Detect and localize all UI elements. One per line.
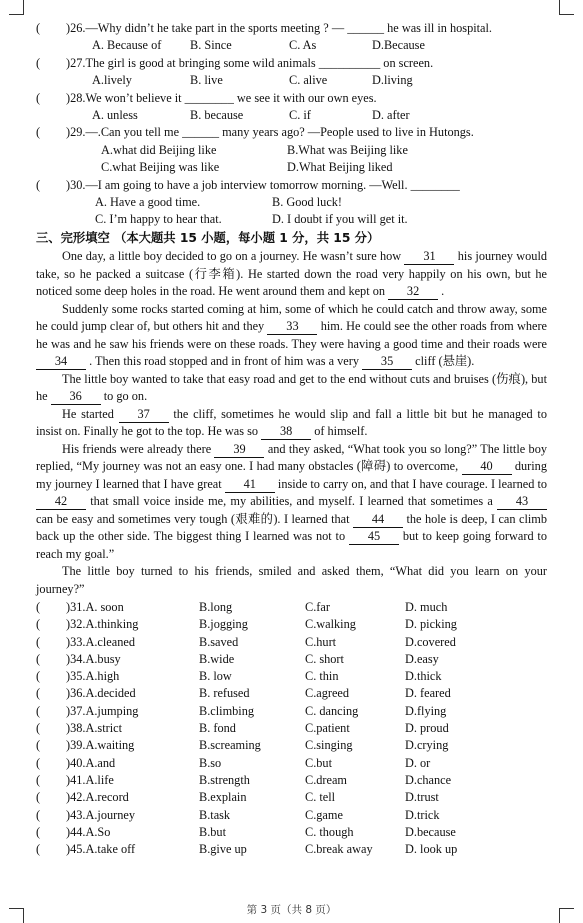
option-c[interactable]: C.hurt <box>305 634 337 649</box>
question-text: —.Can you tell me <box>85 125 183 140</box>
option-b[interactable]: B.screaming <box>199 738 261 753</box>
option-d[interactable]: D. or <box>405 755 431 770</box>
option-d[interactable]: D.What Beijing liked <box>287 160 393 175</box>
blank-42[interactable]: 42 <box>36 494 86 510</box>
option-d[interactable]: D.crying <box>405 738 449 753</box>
passage-text: He started <box>62 406 114 421</box>
blank-43[interactable]: 43 <box>497 494 547 510</box>
option-c[interactable]: C. dancing <box>305 703 359 718</box>
option-a[interactable]: A.lively <box>92 73 132 88</box>
question-text: —I am going to have a job interview tomorrow morning. —Well. <box>85 177 411 192</box>
blank-40[interactable]: 40 <box>462 459 512 475</box>
question-row <box>0 20 583 37</box>
option-a[interactable]: )45.A.take off <box>66 842 136 857</box>
option-d[interactable]: D.thick <box>405 669 442 684</box>
option-d[interactable]: D.flying <box>405 703 447 718</box>
option-c[interactable]: C. tell <box>305 790 336 805</box>
blank-36[interactable]: 36 <box>51 389 101 405</box>
answer-blank[interactable]: ________ <box>410 177 460 192</box>
blank-33[interactable]: 33 <box>267 319 317 335</box>
passage-text: him. He could see the other roads from where he was and he saw his friends were on these roads. They were having a good time and their roads were <box>36 319 548 351</box>
option-d[interactable]: D. proud <box>405 721 449 736</box>
option-b[interactable]: B. Since <box>190 38 232 53</box>
option-c[interactable]: C. if <box>289 107 311 122</box>
option-a[interactable]: )31.A. soon <box>66 600 124 614</box>
option-a[interactable]: )39.A.waiting <box>66 738 135 753</box>
option-d[interactable]: D.chance <box>405 772 452 787</box>
option-a[interactable]: )35.A.high <box>66 669 120 684</box>
cloze-option-row <box>0 720 583 737</box>
option-c[interactable]: C. As <box>289 38 317 53</box>
option-a[interactable]: A. Have a good time. <box>95 194 201 209</box>
cloze-option-row <box>0 616 583 633</box>
section-title: 三、完形填空 （本大题共 15 小题，每小题 1 分，共 15 分） <box>36 231 380 245</box>
question-row <box>0 177 583 194</box>
cloze-option-row <box>0 651 583 668</box>
question-text-tail: on screen. <box>380 55 434 70</box>
question-stem <box>66 55 433 72</box>
option-a[interactable]: A. Because of <box>92 38 162 53</box>
option-c[interactable]: C.break away <box>305 842 373 857</box>
cloze-option-row <box>0 737 583 754</box>
option-c[interactable]: C. thin <box>305 669 339 684</box>
option-d[interactable]: D.covered <box>405 634 456 649</box>
question-stem <box>66 20 492 37</box>
option-b[interactable]: B.task <box>199 807 231 822</box>
option-c[interactable]: C. I’m happy to hear that. <box>95 212 222 227</box>
options-row <box>0 159 583 176</box>
passage-text: the cliff, sometimes he would slip and fall a little bit but he managed to insist on. Finally he got to the top. He was so <box>36 406 547 438</box>
cloze-option-row <box>0 685 583 702</box>
options-row <box>0 72 583 89</box>
option-a[interactable]: A. unless <box>92 107 138 122</box>
answer-paren[interactable]: ( <box>36 824 41 839</box>
answer-paren[interactable]: ( <box>36 807 41 822</box>
cloze-option-row <box>0 668 583 685</box>
option-b[interactable]: B. low <box>199 669 232 684</box>
blank-32[interactable]: 32 <box>388 284 438 300</box>
page-footer: 第 3 页（共 8 页） <box>246 904 337 916</box>
option-b[interactable]: B. refused <box>199 686 250 701</box>
cloze-options <box>0 599 583 858</box>
option-c[interactable]: C. though <box>305 824 354 839</box>
option-c[interactable]: C.what Beijing was like <box>101 160 220 175</box>
option-a[interactable]: )44.A.So <box>66 824 111 839</box>
passage-text: the hole is deep, I can climb back up the other side. The biggest thing I learned was not to <box>36 511 547 543</box>
question-text-tail: he was ill in hospital. <box>384 21 493 35</box>
option-a[interactable]: )36.A.decided <box>66 686 136 701</box>
question-row <box>0 55 583 72</box>
option-d[interactable]: D. look up <box>405 842 458 857</box>
option-c[interactable]: C.far <box>305 600 330 614</box>
option-d[interactable]: D.Because <box>372 38 425 53</box>
passage-text: can be easy and sometimes very tough (艰难的). I learned that <box>36 511 350 526</box>
option-a[interactable]: )41.A.life <box>66 772 114 787</box>
options-row <box>0 194 583 211</box>
cloze-option-row <box>0 841 583 858</box>
blank-39[interactable]: 39 <box>214 442 264 458</box>
answer-paren[interactable]: ( <box>36 755 41 770</box>
question-stem <box>66 124 474 141</box>
option-b[interactable]: B. because <box>190 107 244 122</box>
answer-paren[interactable]: ( <box>36 125 41 140</box>
option-b[interactable]: B.explain <box>199 790 247 805</box>
option-d[interactable]: D. feared <box>405 686 451 701</box>
option-b[interactable]: B.long <box>199 600 233 614</box>
answer-paren[interactable]: ( <box>36 90 41 105</box>
passage-paragraph <box>0 563 583 598</box>
passage-text: . <box>441 284 445 298</box>
question-stem <box>66 90 377 107</box>
option-a[interactable]: )34.A.busy <box>66 651 121 666</box>
question-number: )30. <box>66 177 86 192</box>
answer-paren[interactable]: ( <box>36 738 41 753</box>
option-c[interactable]: C.game <box>305 807 343 822</box>
cloze-passage <box>0 248 583 598</box>
option-b[interactable]: B.jogging <box>199 617 248 632</box>
answer-paren[interactable]: ( <box>36 634 41 649</box>
crop-mark-top-right <box>559 0 574 15</box>
answer-paren[interactable]: ( <box>36 721 41 736</box>
blank-44[interactable]: 44 <box>353 512 403 528</box>
question-number: )28. <box>66 90 86 105</box>
passage-text: cliff (悬崖). <box>415 354 475 368</box>
option-c[interactable]: C.but <box>305 755 332 770</box>
answer-paren[interactable]: ( <box>36 790 41 805</box>
answer-paren[interactable]: ( <box>36 55 41 70</box>
passage-text: The little boy turned to his friends, smiled and asked them, “What did you learn on your journey?” <box>36 564 547 596</box>
cloze-option-row <box>0 824 583 841</box>
option-a[interactable]: )32.A.thinking <box>66 617 139 632</box>
answer-blank[interactable]: ______ <box>347 21 385 35</box>
option-b[interactable]: B.What was Beijing like <box>287 142 408 157</box>
option-d[interactable]: D.living <box>372 73 413 88</box>
option-d[interactable]: D.because <box>405 824 456 839</box>
option-b[interactable]: B.saved <box>199 634 239 649</box>
option-b[interactable]: B. Good luck! <box>272 194 343 209</box>
options-row <box>0 211 583 228</box>
option-d[interactable]: D. I doubt if you will get it. <box>272 212 408 227</box>
passage-paragraph <box>0 248 583 301</box>
passage-text: his journey would take, so he packed a suitcase (行李箱). He started down the road very happily on his own, but he noticed some deep holes in the road. He went around them and kept on <box>36 249 548 298</box>
passage-text: and they asked, “What took you so long?” The little boy replied, “My journey was not an easy one. I had many obstacles (障碍) to overcome, <box>36 441 547 473</box>
blank-34[interactable]: 34 <box>36 354 86 370</box>
answer-paren[interactable]: ( <box>36 842 41 857</box>
question-text-tail: many years ago? —People used to live in Hutongs. <box>219 125 474 140</box>
option-a[interactable]: )43.A.journey <box>66 807 135 822</box>
passage-paragraph <box>0 406 583 441</box>
passage-text: The little boy wanted to take that easy road and get to the end without cuts and bruises (伤痕), but he <box>36 371 547 403</box>
option-d[interactable]: D.easy <box>405 651 439 666</box>
question-text: We won’t believe it <box>85 90 185 105</box>
option-b[interactable]: B.strength <box>199 772 250 787</box>
question-row <box>0 90 583 107</box>
option-b[interactable]: B. fond <box>199 721 236 736</box>
option-a[interactable]: )37.A.jumping <box>66 703 139 718</box>
option-a[interactable]: )40.A.and <box>66 755 116 770</box>
question-number: )29. <box>66 125 86 140</box>
passage-text: Suddenly some rocks started coming at him, some of which he could catch and throw away, some he could jump clear of, but others hit and they <box>36 301 547 333</box>
question-text: —Why didn’t he take part in the sports meeting ? <box>85 21 332 35</box>
passage-text: . Then this road stopped and in front of him was a very <box>89 354 359 368</box>
passage-text: of himself. <box>314 424 368 438</box>
blank-38[interactable]: 38 <box>261 424 311 440</box>
option-d[interactable]: D. after <box>372 107 410 122</box>
option-c[interactable]: C.agreed <box>305 686 350 701</box>
answer-blank[interactable]: ________ <box>184 90 234 105</box>
question-number: )26. <box>66 21 86 35</box>
option-b[interactable]: B.wide <box>199 651 235 666</box>
passage-text: inside to carry on, and that I have courage. I learned to <box>277 476 548 491</box>
answer-blank[interactable]: ______ <box>182 125 220 140</box>
option-c[interactable]: C. alive <box>289 73 328 88</box>
answer-paren[interactable]: ( <box>36 772 41 787</box>
options-row <box>0 142 583 159</box>
answer-paren[interactable]: ( <box>36 669 41 684</box>
question-text: The girl is good at bringing some wild animals <box>85 55 319 70</box>
passage-text: to go on. <box>103 389 148 403</box>
option-d[interactable]: D. much <box>405 600 448 614</box>
option-b[interactable]: B.give up <box>199 842 247 857</box>
cloze-option-row <box>0 789 583 806</box>
option-b[interactable]: B. live <box>190 73 223 88</box>
blank-31[interactable]: 31 <box>404 249 454 265</box>
question-number: )27. <box>66 55 86 70</box>
option-a[interactable]: )33.A.cleaned <box>66 634 135 649</box>
blank-45[interactable]: 45 <box>349 529 399 545</box>
question-stem <box>66 177 460 194</box>
answer-paren[interactable]: ( <box>36 703 41 718</box>
question-text-dash: — <box>331 21 348 35</box>
multiple-choice-section <box>0 20 583 229</box>
cloze-option-row <box>0 634 583 651</box>
option-d[interactable]: D.trust <box>405 790 439 805</box>
option-c[interactable]: C. short <box>305 651 344 666</box>
cloze-option-row <box>0 807 583 824</box>
option-a[interactable]: A.what did Beijing like <box>101 142 217 157</box>
answer-paren[interactable]: ( <box>36 600 41 614</box>
blank-37[interactable]: 37 <box>119 407 169 423</box>
blank-41[interactable]: 41 <box>225 477 275 493</box>
cloze-option-row <box>0 755 583 772</box>
passage-text: One day, a little boy decided to go on a journey. He wasn’t sure how <box>62 249 402 263</box>
crop-mark-top-left <box>9 0 24 15</box>
option-c[interactable]: C.walking <box>305 617 356 632</box>
options-row <box>0 107 583 124</box>
option-d[interactable]: D. picking <box>405 617 457 632</box>
option-b[interactable]: B.climbing <box>199 703 254 718</box>
answer-paren[interactable]: ( <box>36 617 41 632</box>
option-c[interactable]: C.dream <box>305 772 348 787</box>
option-a[interactable]: )42.A.record <box>66 790 129 805</box>
passage-paragraph <box>0 441 583 564</box>
passage-text: during my journey I learned that I have great <box>36 459 547 491</box>
passage-paragraph <box>0 301 583 371</box>
answer-paren[interactable]: ( <box>36 651 41 666</box>
option-c[interactable]: C.singing <box>305 738 353 753</box>
blank-35[interactable]: 35 <box>362 354 412 370</box>
option-d[interactable]: D.trick <box>405 807 440 822</box>
cloze-option-row <box>0 599 583 616</box>
options-row <box>0 37 583 54</box>
option-c[interactable]: C.patient <box>305 721 350 736</box>
answer-paren[interactable]: ( <box>36 686 41 701</box>
answer-paren[interactable]: ( <box>36 177 41 192</box>
cloze-option-row <box>0 772 583 789</box>
option-b[interactable]: B.so <box>199 755 222 770</box>
answer-paren[interactable]: ( <box>36 21 41 35</box>
answer-blank[interactable]: __________ <box>318 55 381 70</box>
cloze-option-row <box>0 703 583 720</box>
passage-paragraph <box>0 371 583 406</box>
question-text-tail: we see it with our own eyes. <box>233 90 377 105</box>
passage-text: His friends were already there <box>62 441 212 456</box>
option-a[interactable]: )38.A.strict <box>66 721 123 736</box>
question-row <box>0 124 583 141</box>
passage-text: but to keep going forward to reach my goal.” <box>36 529 547 561</box>
passage-text: that small voice inside me, my abilities, and myself. I learned that sometimes a <box>90 494 493 508</box>
cloze-section <box>0 229 583 858</box>
option-b[interactable]: B.but <box>199 824 226 839</box>
